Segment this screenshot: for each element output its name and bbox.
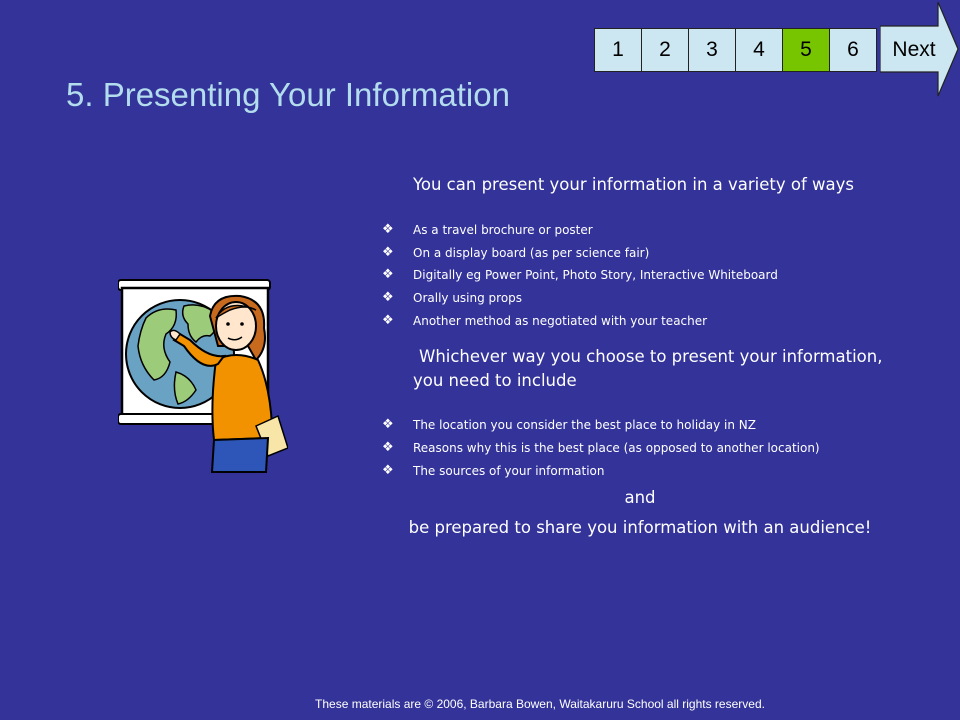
list-item [380, 267, 900, 290]
list-item [380, 440, 873, 456]
diamond-bullet-icon: ❖ [382, 244, 394, 260]
nav-next-button[interactable]: Next [892, 38, 936, 61]
include-lead-text [413, 345, 903, 393]
diamond-bullet-icon: ❖ [382, 290, 394, 306]
list-item-label: The location you consider the best place to holiday in NZ [413, 418, 756, 433]
presentation-methods-list [380, 222, 900, 335]
content-area [380, 172, 900, 540]
nav-page-5[interactable]: 5 [782, 28, 830, 72]
list-item [380, 222, 900, 245]
diamond-bullet-icon: ❖ [382, 463, 394, 479]
diamond-bullet-icon: ❖ [382, 267, 394, 283]
list-item [380, 463, 873, 479]
diamond-bullet-icon: ❖ [382, 440, 394, 456]
teacher-presenting-globe-icon [118, 276, 288, 476]
list-item [380, 417, 873, 433]
list-item-label: Another method as negotiated with your teacher [413, 313, 708, 328]
nav-page-3[interactable]: 3 [688, 28, 736, 72]
list-item-label: Digitally eg Power Point, Photo Story, Interactive Whiteboard [413, 268, 778, 283]
list-item-label: Reasons why this is the best place (as opposed to another location) [413, 441, 820, 456]
list-item [380, 245, 900, 268]
nav-page-1[interactable]: 1 [594, 28, 642, 72]
list-item-label: On a display board (as per science fair) [413, 245, 650, 260]
copyright-footer: These materials are © 2006, Barbara Bowen, Waitakaruru School all rights reserved. [315, 697, 765, 711]
nav-page-6[interactable]: 6 [829, 28, 877, 72]
list-item-label: As a travel brochure or poster [413, 223, 593, 237]
intro-text: You can present your information in a variety of ways [413, 175, 854, 194]
page-title: 5. Presenting Your Information [66, 76, 510, 113]
include-lead-label: Whichever way you choose to present your information, you need to include [413, 347, 883, 391]
list-item [380, 290, 900, 313]
page-navigation [594, 2, 960, 96]
list-item-label: The sources of your information [413, 464, 605, 479]
list-item [380, 313, 900, 336]
nav-page-4[interactable]: 4 [735, 28, 783, 72]
diamond-bullet-icon: ❖ [382, 312, 394, 328]
requirements-list [380, 417, 900, 479]
diamond-bullet-icon: ❖ [382, 222, 394, 237]
closing-text: be prepared to share you information with an audience! [408, 518, 872, 538]
nav-page-2[interactable]: 2 [641, 28, 689, 72]
list-item-label: Orally using props [413, 291, 523, 306]
diamond-bullet-icon: ❖ [382, 417, 394, 433]
and-text: and [624, 488, 656, 508]
